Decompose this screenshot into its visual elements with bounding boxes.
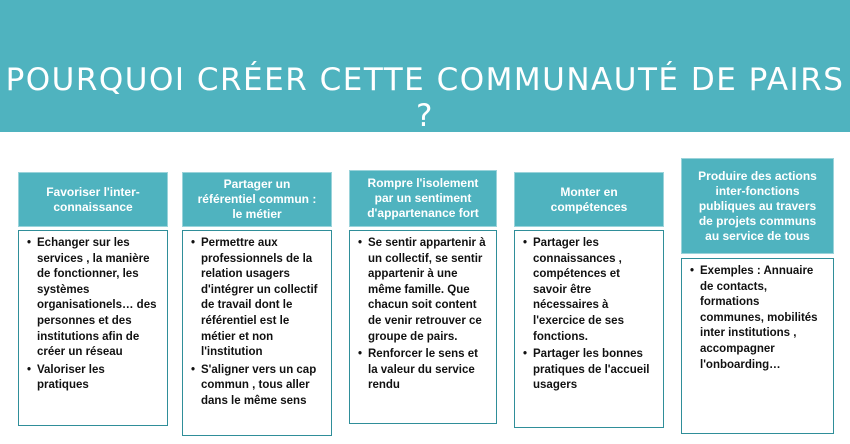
list-item: • Exemples : Annuaire de contacts, formations communes, mobilités inter institutions , accompagner l'onboarding… (690, 264, 825, 373)
list-item: • Se sentir appartenir à un collectif, se sentir appartenir à une même famille. Que chacun soit content de venir retrouver ce groupe de pairs. (358, 236, 488, 345)
title-banner (0, 0, 850, 132)
column-body (18, 230, 168, 426)
column-header: Produire des actions inter-fonctions publiques au travers de projets communs au service de tous (681, 158, 834, 254)
column-body (349, 230, 497, 424)
list-item: • Partager les bonnes pratiques de l'accueil usagers (523, 347, 655, 394)
column-header: Favoriser l'inter-connaissance (18, 172, 168, 227)
column-body (681, 258, 834, 434)
column-header: Rompre l'isolement par un sentiment d'appartenance fort (349, 170, 497, 227)
list-item: • Valoriser les pratiques (27, 363, 159, 394)
list-item: • Partager les connaissances , compétences et savoir être nécessaires à l'exercice de ses fonctions. (523, 236, 655, 345)
column-body (514, 230, 664, 428)
list-item: • S'aligner vers un cap commun , tous aller dans le même sens (191, 363, 323, 410)
list-item: • Renforcer le sens et la valeur du service rendu (358, 347, 488, 394)
list-item: • Echanger sur les services , la manière de fonctionner, les systèmes organisationels… des personnes et des institutions afin de créer un réseau (27, 236, 159, 361)
column-body (182, 230, 332, 436)
list-item: • Permettre aux professionnels de la relation usagers d'intégrer un collectif de travail dont le référentiel est le métier et non l'institution (191, 236, 323, 361)
column-header: Monter en compétences (514, 172, 664, 227)
column-header: Partager un référentiel commun : le métier (182, 172, 332, 227)
page-title: POURQUOI CRÉER CETTE COMMUNAUTÉ DE PAIRS ? (5, 62, 845, 134)
